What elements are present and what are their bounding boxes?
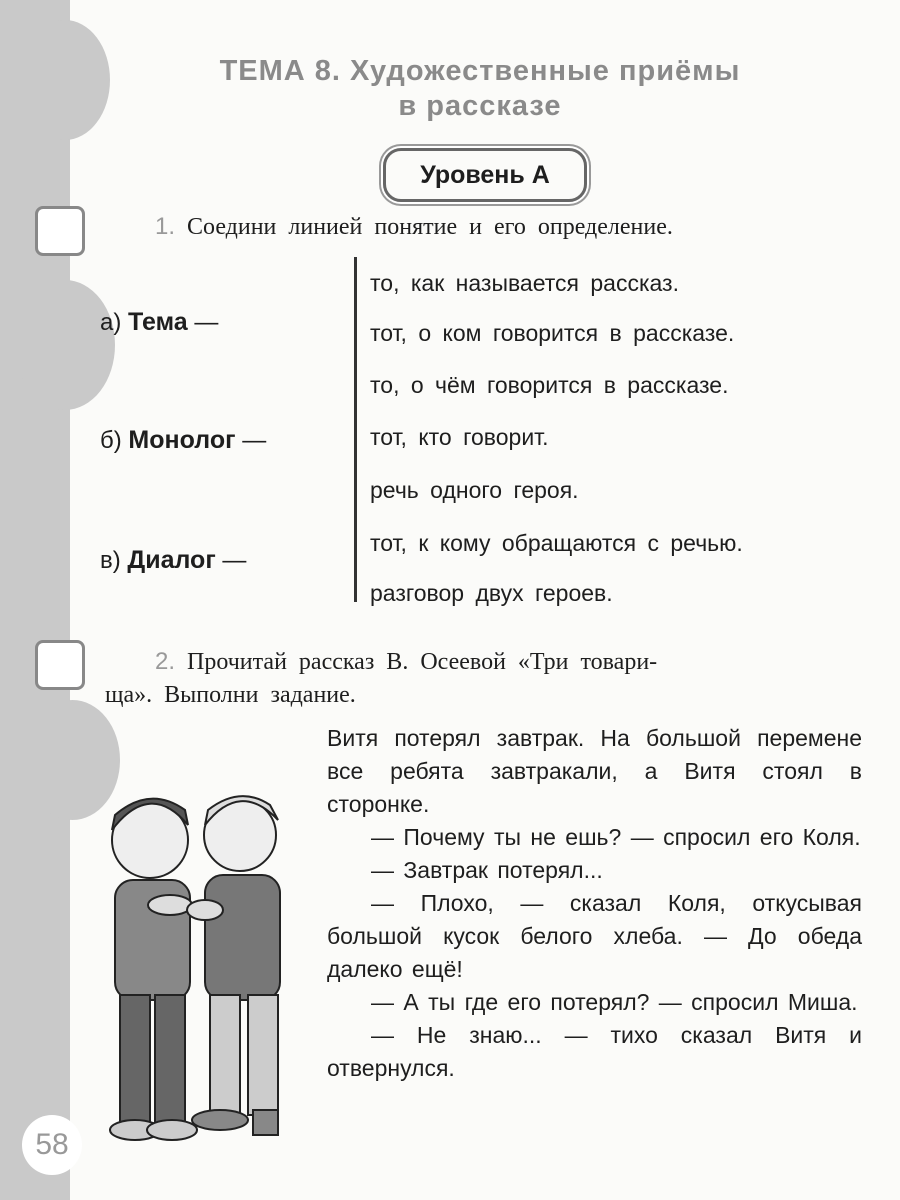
decorative-blob bbox=[15, 280, 115, 410]
definition[interactable]: тот, к кому обращаются с речью. bbox=[370, 530, 743, 556]
term-c[interactable]: в) Диалог — bbox=[100, 546, 247, 574]
story-text bbox=[327, 722, 862, 1085]
definition[interactable]: речь одного героя. bbox=[370, 477, 579, 503]
story-paragraph: — А ты где его потерял? — спросил Миша. bbox=[371, 989, 858, 1015]
two-boys-illustration bbox=[90, 780, 330, 1150]
task-2-instruction-line2: ща». Выполни задание. bbox=[105, 682, 356, 708]
term-b[interactable]: б) Монолог — bbox=[100, 426, 267, 454]
task-2-instruction: 2. Прочитай рассказ В. Осеевой «Три товари- bbox=[155, 648, 658, 675]
page-title: ТЕМА 8. Художественные приёмы bbox=[219, 55, 741, 87]
divider-line bbox=[354, 257, 357, 602]
definition[interactable]: то, о чём говорится в рассказе. bbox=[370, 372, 729, 398]
page-title-line2: в рассказе bbox=[398, 90, 562, 122]
decorative-margin bbox=[0, 0, 70, 1200]
definition[interactable]: разговор двух героев. bbox=[370, 580, 613, 606]
story-paragraph: — Плохо, — сказал Коля, откусывая большой кусок белого хлеба. — До обеда далеко ещё! bbox=[327, 890, 862, 982]
level-badge: Уровень А bbox=[383, 148, 587, 202]
definition[interactable]: тот, о ком говорится в рассказе. bbox=[370, 320, 735, 346]
page-number: 58 bbox=[22, 1115, 82, 1175]
task-1-checkbox[interactable] bbox=[35, 206, 85, 256]
task-1-instruction: 1. Соедини линией понятие и его определение. bbox=[155, 213, 673, 240]
definition[interactable]: тот, кто говорит. bbox=[370, 424, 549, 450]
term-a[interactable]: а) Тема — bbox=[100, 308, 219, 336]
decorative-blob bbox=[20, 20, 110, 140]
task-2-checkbox[interactable] bbox=[35, 640, 85, 690]
story-paragraph: Витя потерял завтрак. На большой перемене все ребята завтракали, а Витя стоял в сторонке. bbox=[327, 725, 862, 817]
story-paragraph: — Завтрак потерял... bbox=[371, 857, 603, 883]
story-paragraph: — Почему ты не ешь? — спросил его Коля. bbox=[371, 824, 861, 850]
story-paragraph: — Не знаю... — тихо сказал Витя и отвернулся. bbox=[327, 1022, 862, 1081]
definition[interactable]: то, как называется рассказ. bbox=[370, 270, 679, 296]
